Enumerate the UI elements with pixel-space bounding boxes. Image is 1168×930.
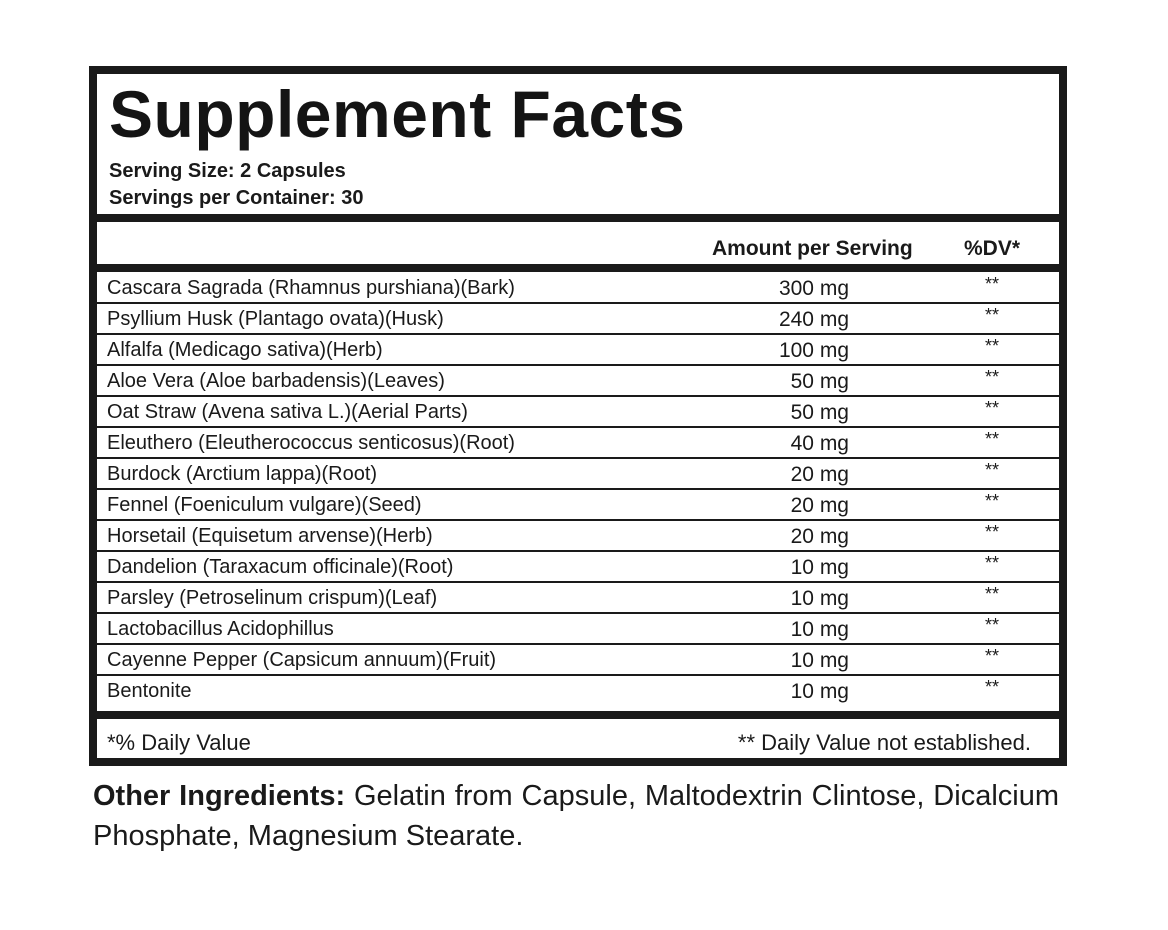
ingredient-amount: 40 mg <box>790 432 849 455</box>
ingredient-name: Oat Straw (Avena sativa L.)(Aerial Parts) <box>107 401 468 423</box>
ingredient-dv: ** <box>985 429 1000 449</box>
ingredient-name: Burdock (Arctium lappa)(Root) <box>107 463 378 485</box>
ingredient-amount: 10 mg <box>790 680 849 703</box>
ingredient-name: Horsetail (Equisetum arvense)(Herb) <box>107 525 433 547</box>
table-row <box>97 273 1059 304</box>
divider-thick-header <box>97 264 1059 272</box>
ingredient-dv: ** <box>985 367 1000 387</box>
table-row <box>97 459 1059 490</box>
table-row <box>97 676 1059 707</box>
footnote-not-established: ** Daily Value not established. <box>737 730 1031 755</box>
table-row <box>97 304 1059 335</box>
ingredient-amount: 10 mg <box>790 587 849 610</box>
divider-thick-bottom <box>97 711 1059 719</box>
ingredient-amount: 240 mg <box>778 308 849 331</box>
ingredient-amount: 300 mg <box>778 277 849 300</box>
column-header-amount: Amount per Serving <box>712 237 913 260</box>
ingredient-name: Cascara Sagrada (Rhamnus purshiana)(Bark) <box>107 277 515 299</box>
ingredient-amount: 20 mg <box>790 463 849 486</box>
divider-thick-top <box>97 214 1059 222</box>
ingredient-name: Dandelion (Taraxacum officinale)(Root) <box>107 556 454 578</box>
ingredient-dv: ** <box>985 274 1000 294</box>
ingredient-dv: ** <box>985 553 1000 573</box>
ingredient-amount: 10 mg <box>790 556 849 579</box>
table-row <box>97 552 1059 583</box>
ingredient-amount: 100 mg <box>778 339 849 362</box>
ingredient-amount: 20 mg <box>790 525 849 548</box>
serving-info <box>109 158 364 212</box>
ingredient-dv: ** <box>985 460 1000 480</box>
ingredient-amount: 10 mg <box>790 618 849 641</box>
ingredient-amount: 20 mg <box>790 494 849 517</box>
supplement-facts-panel <box>89 66 1067 766</box>
footnote-daily-value: *% Daily Value <box>107 730 251 755</box>
table-row <box>97 490 1059 521</box>
table-row <box>97 366 1059 397</box>
other-ingredients-text: Gelatin from Capsule, Maltodextrin Clintose, Dicalcium Phosphate, Magnesium Stearate. <box>93 780 1059 852</box>
table-row <box>97 397 1059 428</box>
ingredient-dv: ** <box>985 646 1000 666</box>
ingredient-name: Psyllium Husk (Plantago ovata)(Husk) <box>107 308 444 330</box>
ingredient-name: Parsley (Petroselinum crispum)(Leaf) <box>107 587 438 609</box>
ingredient-dv: ** <box>985 336 1000 356</box>
ingredient-name: Aloe Vera (Aloe barbadensis)(Leaves) <box>107 370 445 392</box>
ingredient-table <box>97 273 1059 707</box>
ingredient-name: Bentonite <box>107 680 192 702</box>
ingredient-amount: 50 mg <box>790 401 849 424</box>
table-row <box>97 645 1059 676</box>
serving-size: Serving Size: 2 Capsules <box>109 160 346 182</box>
ingredient-name: Eleuthero (Eleutherococcus senticosus)(Root) <box>107 432 515 454</box>
ingredient-dv: ** <box>985 677 1000 697</box>
ingredient-dv: ** <box>985 615 1000 635</box>
other-ingredients-heading: Other Ingredients: <box>93 780 346 812</box>
ingredient-name: Cayenne Pepper (Capsicum annuum)(Fruit) <box>107 649 497 671</box>
ingredient-dv: ** <box>985 522 1000 542</box>
column-header-dv: %DV* <box>964 237 1021 260</box>
table-row <box>97 614 1059 645</box>
ingredient-amount: 50 mg <box>790 370 849 393</box>
ingredient-dv: ** <box>985 491 1000 511</box>
table-row <box>97 521 1059 552</box>
ingredient-dv: ** <box>985 398 1000 418</box>
table-row <box>97 335 1059 366</box>
other-ingredients <box>93 776 1059 856</box>
ingredient-name: Fennel (Foeniculum vulgare)(Seed) <box>107 494 422 516</box>
table-row <box>97 428 1059 459</box>
ingredient-name: Alfalfa (Medicago sativa)(Herb) <box>107 339 383 361</box>
servings-per-container: Servings per Container: 30 <box>109 187 364 209</box>
table-row <box>97 583 1059 614</box>
ingredient-name: Lactobacillus Acidophillus <box>107 618 334 640</box>
ingredient-amount: 10 mg <box>790 649 849 672</box>
ingredient-dv: ** <box>985 305 1000 325</box>
panel-title: Supplement Facts <box>109 77 686 151</box>
ingredient-dv: ** <box>985 584 1000 604</box>
